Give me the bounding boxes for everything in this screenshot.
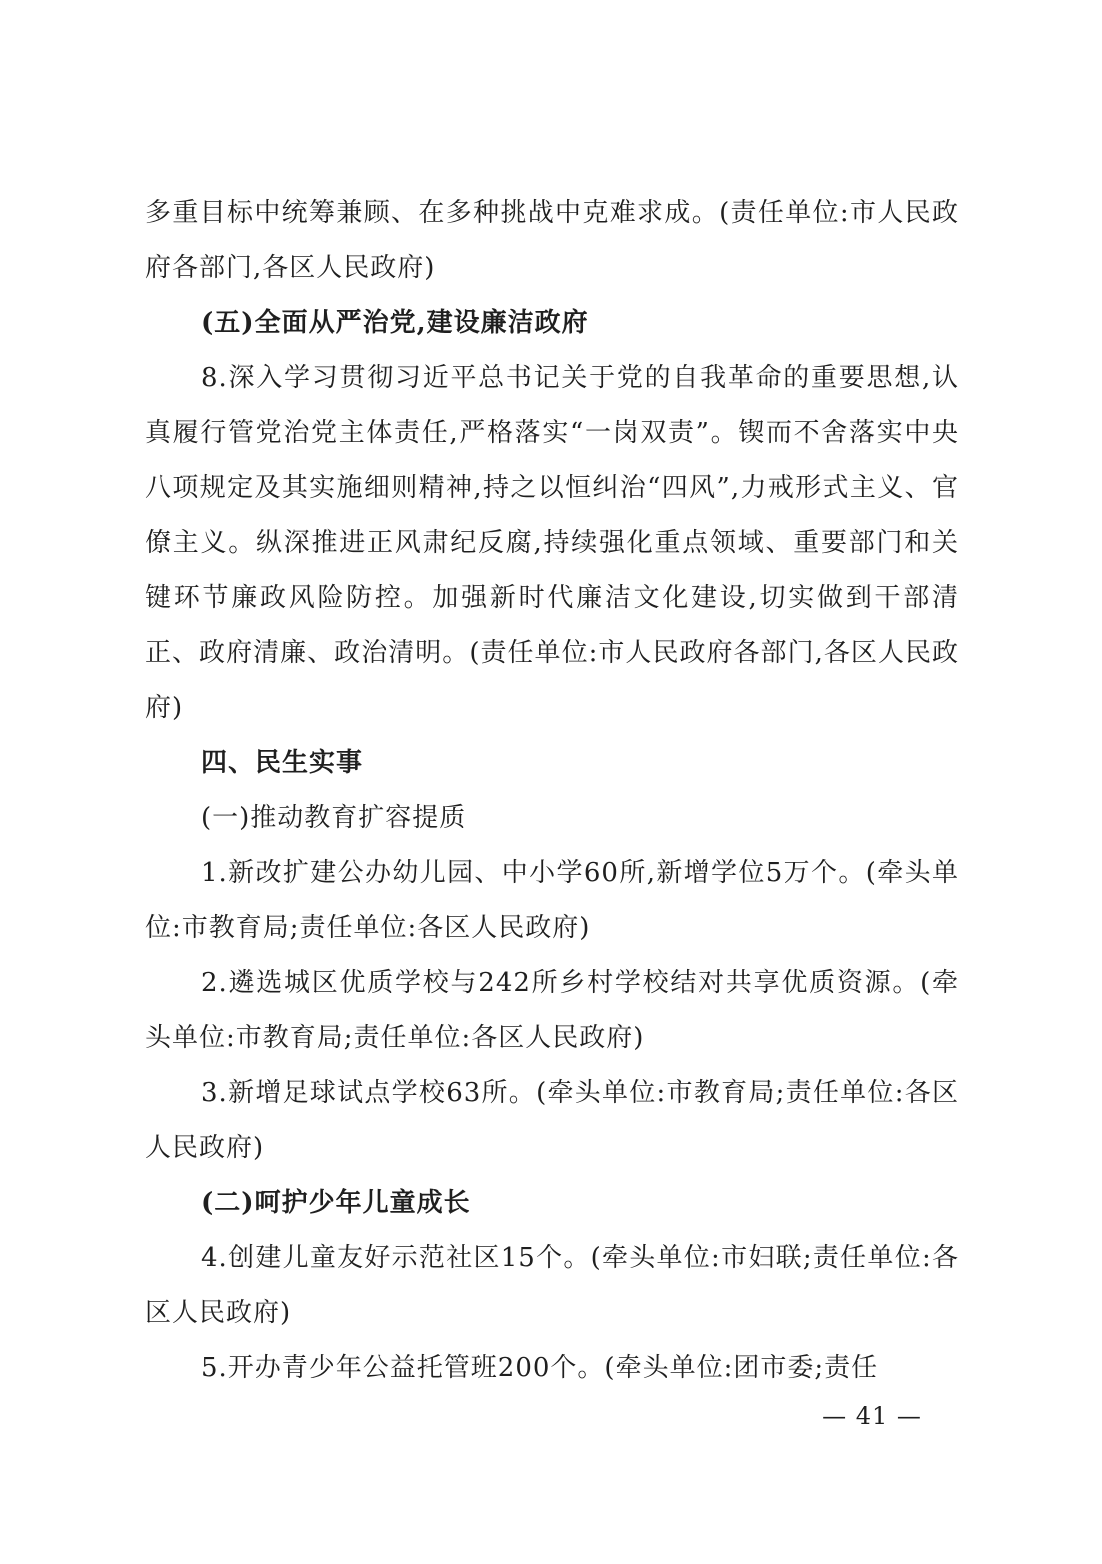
page-number: — 41 — bbox=[822, 1402, 922, 1430]
subheading-two: (二)呵护少年儿童成长 bbox=[201, 1188, 471, 1218]
paragraph-item-2: 2.遴选城区优质学校与242所乡村学校结对共享优质资源。(牵头单位:市教育局;责任单位:各区人民政府) bbox=[145, 968, 959, 1053]
subheading-one: (一)推动教育扩容提质 bbox=[201, 803, 467, 833]
paragraph-item-5: 5.开办青少年公益托管班200个。(牵头单位:团市委;责任 bbox=[201, 1353, 879, 1383]
paragraph-item-1: 1.新改扩建公办幼儿园、中小学60所,新增学位5万个。(牵头单位:市教育局;责任单位:各区人民政府) bbox=[145, 858, 959, 943]
document-body bbox=[145, 186, 959, 1396]
paragraph-item-4: 4.创建儿童友好示范社区15个。(牵头单位:市妇联;责任单位:各区人民政府) bbox=[145, 1243, 959, 1328]
subheading-five: (五)全面从严治党,建设廉洁政府 bbox=[201, 308, 589, 338]
section-heading-four: 四、民生实事 bbox=[201, 748, 364, 778]
paragraph-item-3: 3.新增足球试点学校63所。(牵头单位:市教育局;责任单位:各区人民政府) bbox=[145, 1078, 959, 1163]
paragraph-item-8: 8.深入学习贯彻习近平总书记关于党的自我革命的重要思想,认真履行管党治党主体责任,严格落实“一岗双责”。锲而不舍落实中央八项规定及其实施细则精神,持之以恒纠治“四风”,力戒形式主义、官僚主义。纵深推进正风肃纪反腐,持续强化重点领域、重要部门和关键环节廉政风险防控。加强新时代廉洁文化建设,切实做到干部清正、政府清廉、政治清明。(责任单位:市人民政府各部门,各区人民政府) bbox=[145, 363, 959, 723]
paragraph-continuation: 多重目标中统筹兼顾、在多种挑战中克难求成。(责任单位:市人民政府各部门,各区人民政府) bbox=[145, 198, 959, 283]
